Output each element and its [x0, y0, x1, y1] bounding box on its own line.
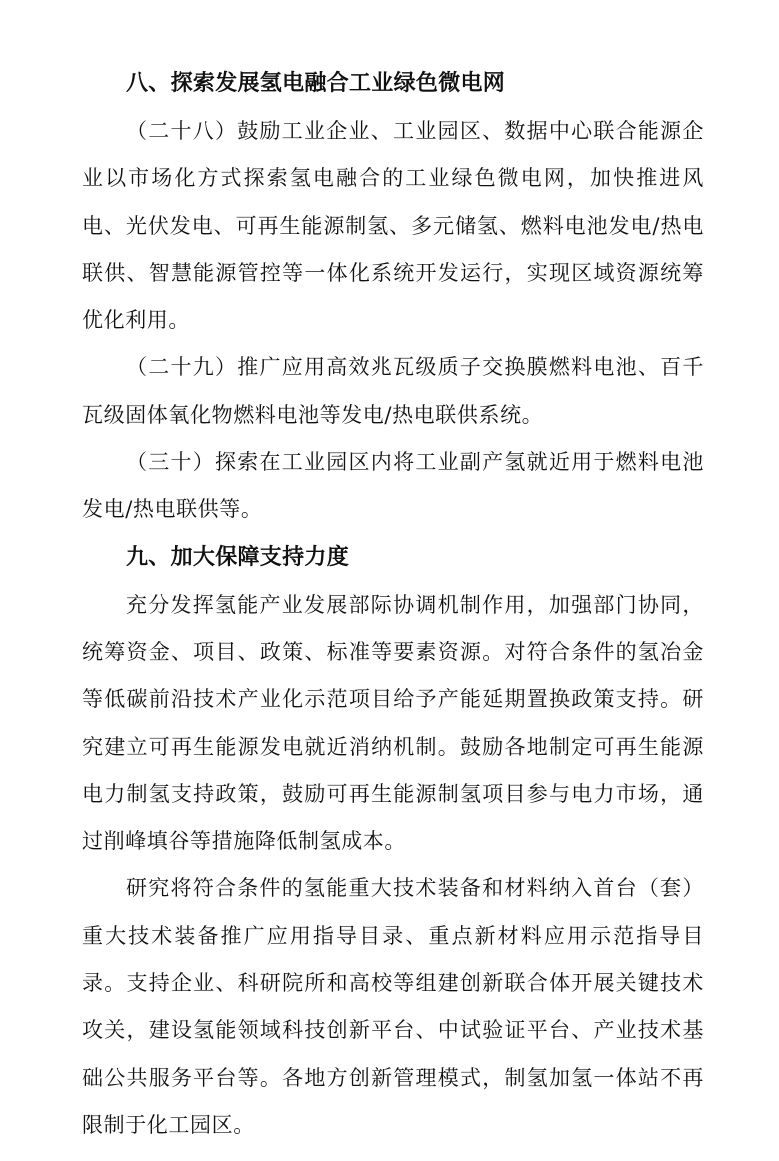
section-heading-9: 九、加大保障支持力度 [126, 544, 350, 570]
paragraph-30: （三十）探索在工业园区内将工业副产氢就近用于燃料电池发电/热电联供等。 [82, 450, 704, 522]
document-page [82, 60, 704, 1149]
paragraph-29: （二十九）推广应用高效兆瓦级质子交换膜燃料电池、百千瓦级固体氧化物燃料电池等发电/热电联供系统。 [82, 355, 704, 427]
section-heading-8: 八、探索发展氢电融合工业绿色微电网 [126, 71, 506, 96]
paragraph-support-2: 研究将符合条件的氢能重大技术装备和材料纳入首台（套）重大技术装备推广应用指导目录、重点新材料应用示范指导目录。支持企业、科研院所和高校等组建创新联合体开展关键技术攻关，建设氢能领域科技创新平台、中试验证平台、产业技术基础公共服务平台等。各地方创新管理模式，制氢加氢一体站不再限制于化工园区。 [82, 876, 704, 1137]
paragraph-28: （二十八）鼓励工业企业、工业园区、数据中心联合能源企业以市场化方式探索氢电融合的工业绿色微电网，加快推进风电、光伏发电、可再生能源制氢、多元储氢、燃料电池发电/热电联供、智慧能源管控等一体化系统开发运行，实现区域资源统筹优化利用。 [82, 119, 704, 333]
paragraph-support-1: 充分发挥氢能产业发展部际协调机制作用，加强部门协同，统筹资金、项目、政策、标准等要素资源。对符合条件的氢冶金等低碳前沿技术产业化示范项目给予产能延期置换政策支持。研究建立可再生能源发电就近消纳机制。鼓励各地制定可再生能源电力制氢支持政策，鼓励可再生能源制氢项目参与电力市场，通过削峰填谷等措施降低制氢成本。 [82, 592, 704, 854]
